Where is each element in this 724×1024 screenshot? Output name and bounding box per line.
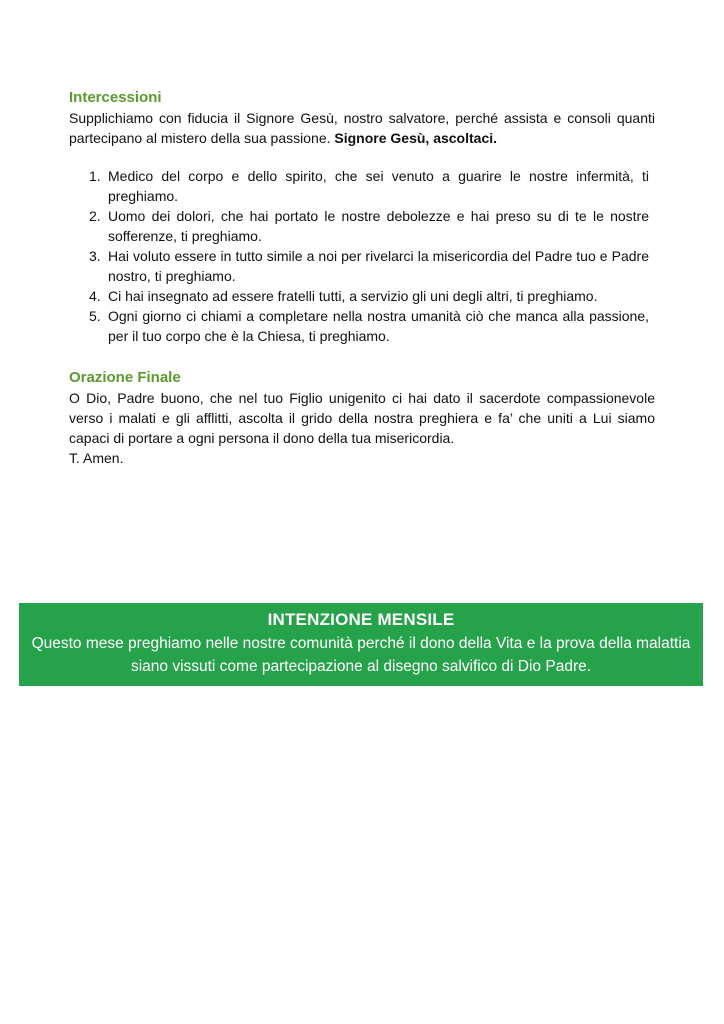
intenzione-title: INTENZIONE MENSILE [267, 610, 455, 629]
petition-text: Uomo dei dolori, che hai portato le nostre debolezze e hai preso su di te le nostre sofferenze, ti preghiamo. [108, 208, 649, 244]
petition-text: Hai voluto essere in tutto simile a noi per rivelarci la misericordia del Padre tuo e Padre nostro, ti preghiamo. [108, 248, 649, 284]
list-item [69, 166, 655, 206]
petition-text: Ci hai insegnato ad essere fratelli tutti, a servizio gli uni degli altri, ti preghiamo. [108, 288, 598, 304]
intenzione-banner [19, 603, 703, 686]
intro-text: Supplichiamo con fiducia il Signore Gesù, nostro salvatore, perché assista e consoli quanti partecipano al mistero della sua passione. [69, 110, 655, 146]
list-item [69, 286, 655, 306]
orazione-text: O Dio, Padre buono, che nel tuo Figlio unigenito ci hai dato il sacerdote compassionevole verso i malati e gli afflitti, ascolta il grido della nostra preghiera e fa’ che uniti a Lui siamo capaci di portare a ogni persona il dono della tua misericordia. [69, 390, 655, 446]
petition-number: 4. [89, 288, 101, 304]
orazione-title: Orazione Finale [69, 369, 181, 386]
list-item [69, 306, 655, 346]
amen-text: T. Amen. [69, 450, 124, 466]
list-item [69, 206, 655, 246]
response-text: Signore Gesù, ascoltaci. [334, 130, 498, 146]
intercessioni-section [69, 88, 655, 346]
petition-text: Medico del corpo e dello spirito, che sei venuto a guarire le nostre infermità, ti preghiamo. [108, 168, 649, 204]
intercessioni-intro [69, 108, 655, 148]
orazione-section [69, 368, 655, 468]
petition-number: 3. [89, 248, 101, 264]
petition-number: 2. [89, 208, 101, 224]
petition-text: Ogni giorno ci chiami a completare nella nostra umanità ciò che manca alla passione, per il tuo corpo che è la Chiesa, ti preghiamo. [108, 308, 649, 344]
petition-number: 5. [89, 308, 101, 324]
page-content [69, 88, 655, 468]
intenzione-text: Questo mese preghiamo nelle nostre comunità perché il dono della Vita e la prova della malattia siano vissuti come partecipazione al disegno salvifico di Dio Padre. [31, 635, 691, 675]
petition-number: 1. [89, 168, 101, 184]
list-item [69, 246, 655, 286]
petitions-list [69, 166, 655, 346]
intercessioni-title: Intercessioni [69, 89, 162, 106]
